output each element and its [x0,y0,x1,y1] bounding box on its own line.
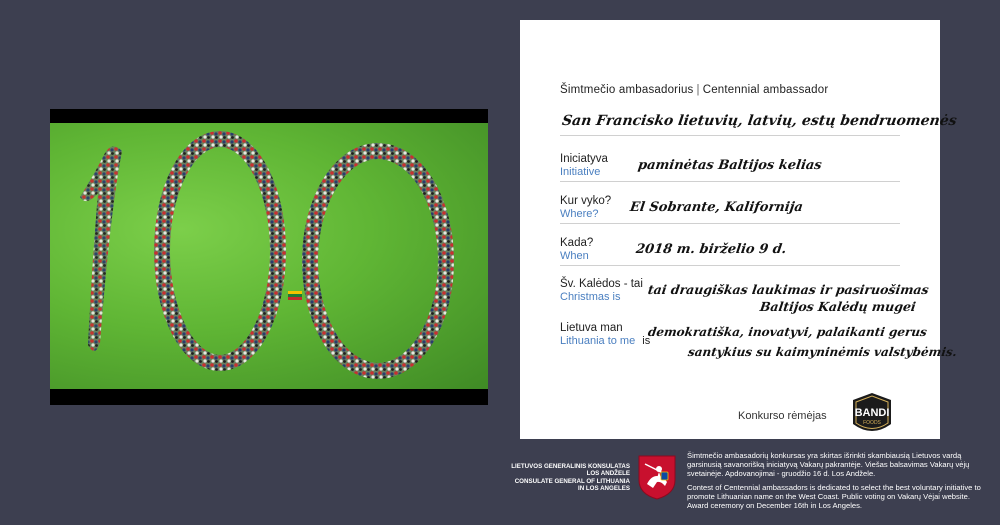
initiative-label-lt: Iniciatyva [560,153,608,165]
divider [560,181,900,182]
christmas-label-en: Christmas is [560,291,621,303]
divider [560,265,900,266]
consulate-line: CONSULATE GENERAL OF LITHUANIA [514,477,630,485]
contest-description-en: Contest of Centennial ambassadors is dedicated to select the best voluntary initiative to promote Lithuanian name on the West Coast. Public voting on Vakarų Vėjai website. Award ceremony on December 16th in Los Angeles. [687,483,981,511]
ambassador-name: San Francisko lietuvių, latvių, estų bendruomenės [560,113,958,129]
christmas-value-line2: Baltijos Kalėdų mugei [758,299,917,314]
header-separator: | [696,84,700,96]
consulate-line: IN LOS ANGELES [577,485,630,493]
consulate-name [498,463,630,493]
christmas-value-line1: tai draugiškas laukimas ir pasiruošimas [646,282,930,297]
card-header [560,84,828,96]
christmas-label-lt: Šv. Kalėdos - tai [560,278,643,290]
where-label-lt: Kur vyko? [560,195,612,207]
when-value: 2018 m. birželio 9 d. [634,242,788,257]
consulate-line: LIETUVOS GENERALINIS KONSULATAS [511,463,630,470]
initiative-value: paminėtas Baltijos kelias [636,158,823,173]
where-label-en: Where? [560,208,599,220]
grass-field [50,123,488,389]
header-en: Centennial ambassador [702,84,829,96]
where-value: El Sobrante, Kalifornija [628,200,804,215]
lithuania-coat-of-arms-icon [637,454,677,500]
header-lt: Šimtmečio ambasadorius [560,84,694,96]
logo-subtext: FOODS [863,420,881,426]
lithuania-label-is: is [642,335,651,347]
lithuania-label-lt: Lietuva man [560,322,623,334]
logo-text: BANDI [854,407,890,419]
people-forming-100-image [50,123,488,389]
lithuania-label-en-text: Lithuania to me [560,335,636,347]
aerial-photo [50,109,488,405]
divider [560,223,900,224]
bandi-foods-logo [847,392,897,438]
contest-description-lt: Šimtmečio ambasadorių konkursas yra skirtas išrinkti skambiausią Lietuvos vardą garsinusią savanorišką iniciatyvą Vakarų pakrantėje. Viešas balsavimas Vakarų vėjų svetainėje. Apdovanojimai - gruodžio 16 d. Los Andžele. [687,451,970,479]
contest-description [687,451,987,516]
consulate-line: LOS ANDŽELE [586,470,630,478]
when-label-lt: Kada? [560,237,594,249]
initiative-label-en: Initiative [560,166,601,178]
sponsor-label: Konkurso rėmėjas [738,410,827,422]
divider [560,135,900,136]
lithuania-value-line1: demokratiška, inovatyvi, palaikanti gerus [647,325,928,339]
when-label-en: When [560,250,589,262]
lithuania-value-line2: santykius su kaimyninėmis valstybėmis. [687,345,958,359]
ambassador-card [520,20,958,439]
